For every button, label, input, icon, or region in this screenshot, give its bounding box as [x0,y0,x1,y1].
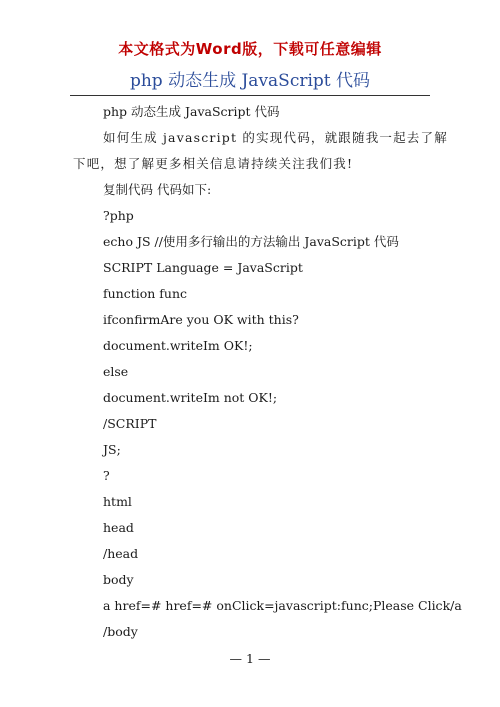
body-line: ?php [103,208,134,223]
body-line: function func [103,286,188,301]
body-line: document.writeIm OK!; [103,338,253,353]
body-line: 如何生成 javascript 的实现代码，就跟随我一起去了解 [103,130,448,145]
body-line: echo JS //使用多行输出的方法输出 JavaScript 代码 [103,234,399,249]
page-number: — 1 — [229,651,271,666]
body-line: ? [103,468,110,483]
body-line: 下吧，想了解更多相关信息请持续关注我们我! [73,156,354,171]
body-line: else [103,364,129,379]
body-line: JS; [103,442,121,457]
body-line: /head [103,546,139,561]
body-line: php 动态生成 JavaScript 代码 [103,104,280,119]
body-line: SCRIPT Language = JavaScript [103,260,303,275]
body-line: body [103,572,134,587]
body-line: document.writeIm not OK!; [103,390,278,405]
body-line: ifconfirmAre you OK with this? [103,312,299,327]
body-line: /SCRIPT [103,416,157,431]
body-line: 复制代码 代码如下: [103,182,212,197]
body-line: /body [103,624,138,639]
body-line: a href=# href=# onClick=javascript:func;Please Click/a [103,598,462,613]
body-line: html [103,494,132,509]
download-banner: 本文格式为Word版，下载可任意编辑 [118,40,382,58]
body-line: head [103,520,134,535]
document-title: php 动态生成 JavaScript 代码 [129,71,371,91]
